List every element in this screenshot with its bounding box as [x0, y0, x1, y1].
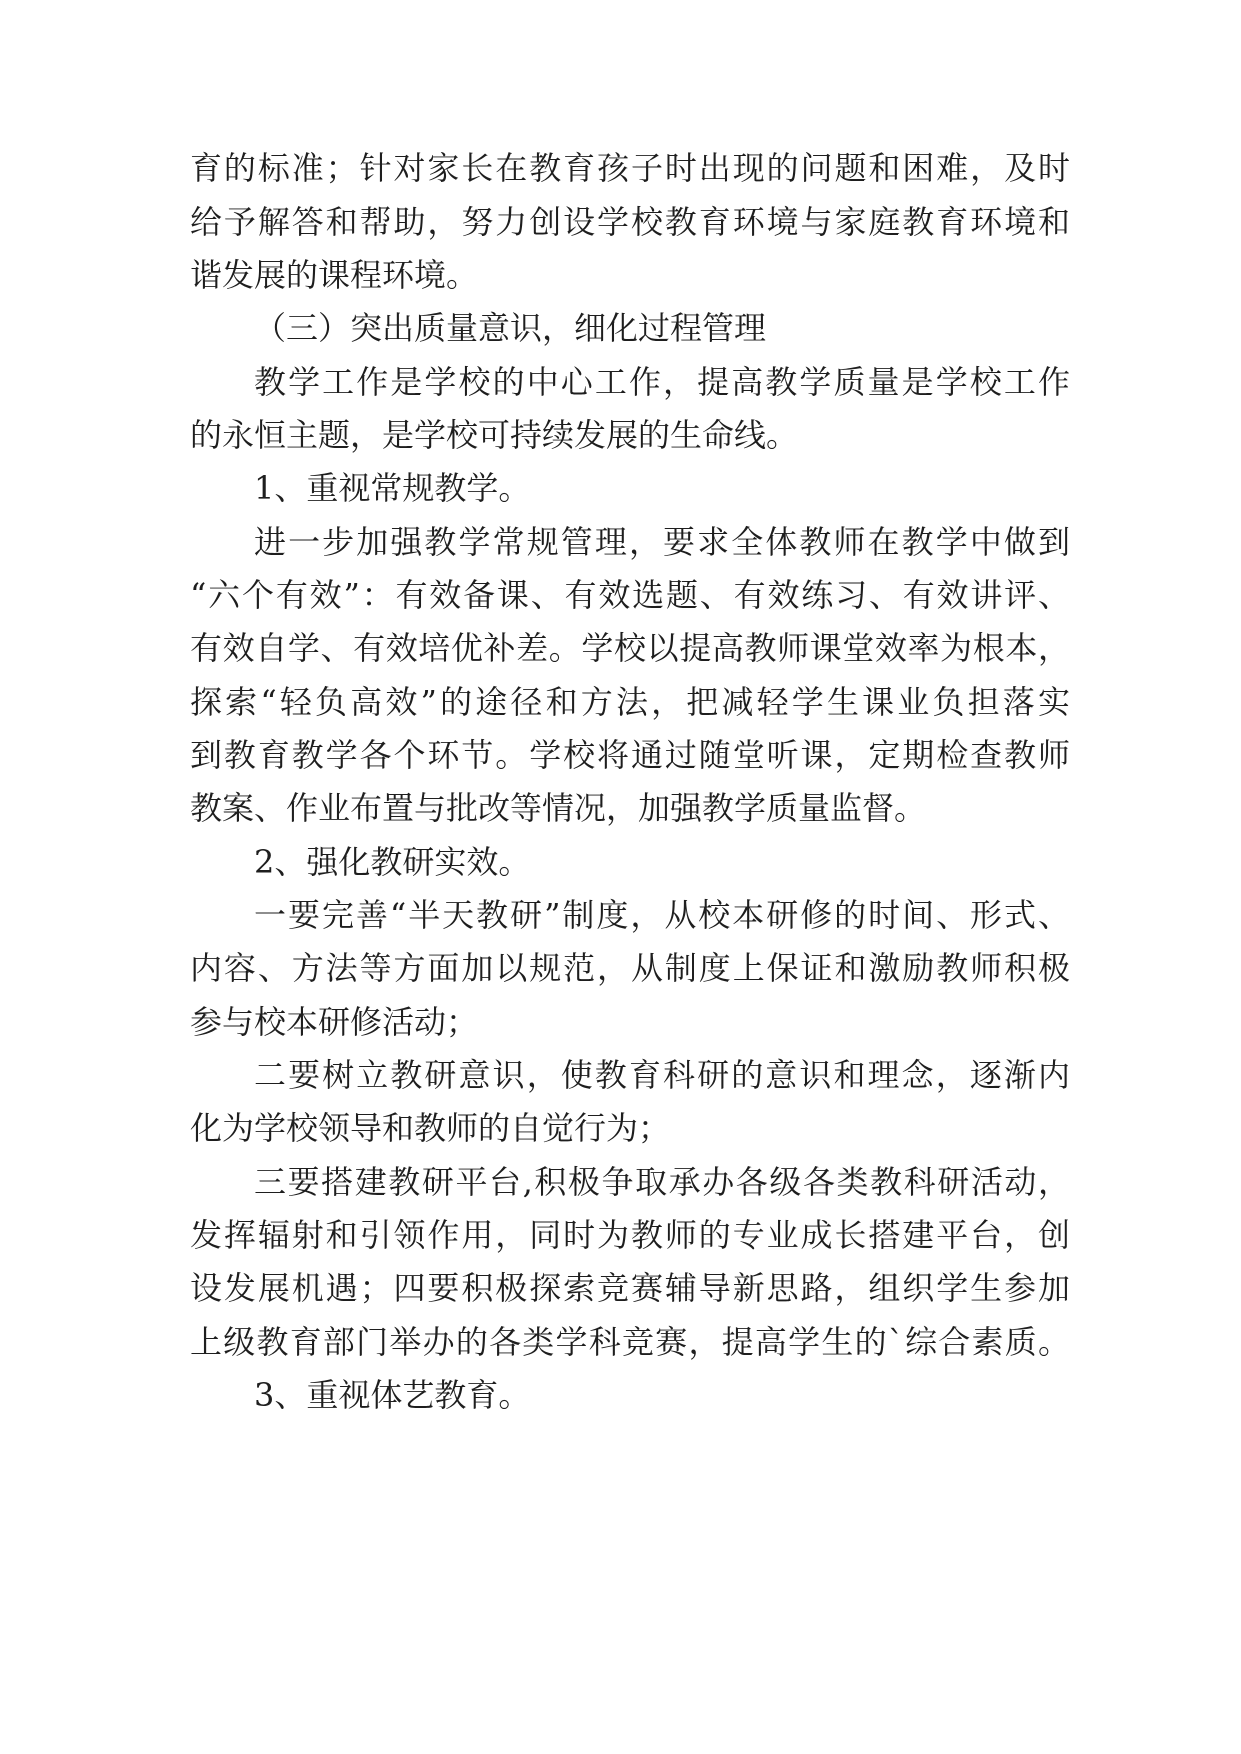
body-text-line: 化为学校领导和教师的自觉行为；	[190, 1109, 671, 1147]
body-text-line: 谐发展的课程环境。	[190, 256, 479, 294]
body-text-line: “六个有效”：有效备课、有效选题、有效练习、有效讲评、	[190, 576, 1070, 614]
body-text-line: 二要树立教研意识，使教育科研的意识和理念，逐渐内	[254, 1056, 1070, 1094]
body-text-line: 教学工作是学校的中心工作，提高教学质量是学校工作	[254, 363, 1070, 401]
body-text-line: 教案、作业布置与批改等情况，加强教学质量监督。	[190, 789, 927, 827]
body-text-line: 的永恒主题，是学校可持续发展的生命线。	[190, 416, 799, 454]
body-text-line: 育的标准；针对家长在教育孩子时出现的问题和困难，及时	[190, 149, 1070, 187]
section-heading: （三）突出质量意识，细化过程管理	[254, 309, 767, 347]
body-text-line: 给予解答和帮助，努力创设学校教育环境与家庭教育环境和	[190, 203, 1070, 241]
subsection-heading: 1、重视常规教学。	[254, 469, 531, 507]
body-text-line: 进一步加强教学常规管理，要求全体教师在教学中做到	[254, 523, 1070, 561]
subsection-heading: 3、重视体艺教育。	[254, 1376, 531, 1414]
body-text-line: 一要完善“半天教研”制度，从校本研修的时间、形式、	[254, 896, 1070, 934]
body-text-line: 发挥辐射和引领作用，同时为教师的专业成长搭建平台，创	[190, 1216, 1070, 1254]
body-text-line: 内容、方法等方面加以规范，从制度上保证和激励教师积极	[190, 949, 1070, 987]
body-text-line: 设发展机遇；四要积极探索竞赛辅导新思路，组织学生参加	[190, 1269, 1070, 1307]
body-text-line: 参与校本研修活动；	[190, 1003, 479, 1041]
body-text-line: 探索“轻负高效”的途径和方法，把减轻学生课业负担落实	[190, 683, 1070, 721]
body-text-line: 三要搭建教研平台,积极争取承办各级各类教科研活动，	[254, 1163, 1070, 1201]
body-text-line: 有效自学、有效培优补差。学校以提高教师课堂效率为根本，	[190, 629, 1070, 667]
body-text-line: 上级教育部门举办的各类学科竞赛，提高学生的`综合素质。	[190, 1323, 1070, 1361]
body-text-line: 到教育教学各个环节。学校将通过随堂听课，定期检查教师	[190, 736, 1070, 774]
subsection-heading: 2、强化教研实效。	[254, 843, 531, 881]
